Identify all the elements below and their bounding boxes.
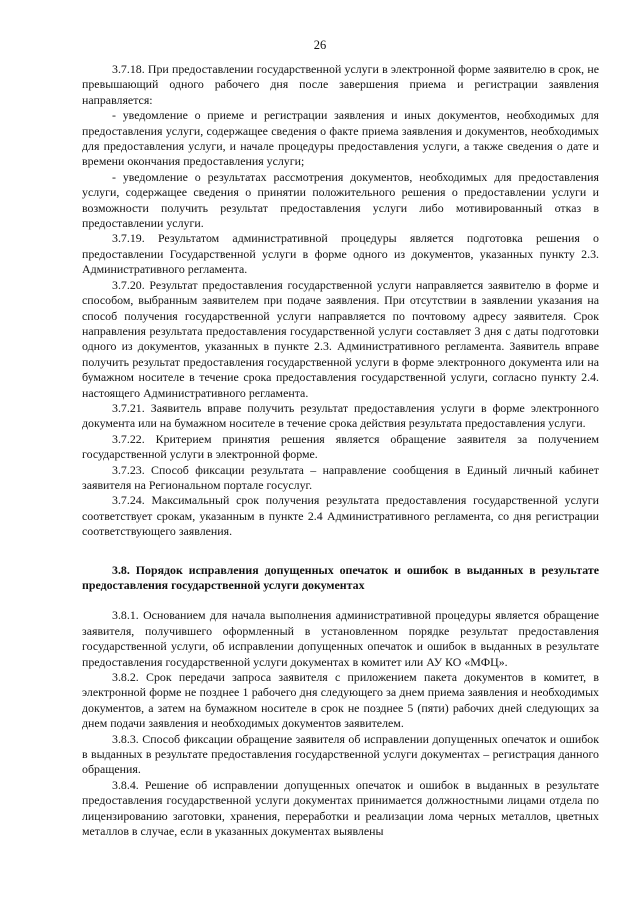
paragraph-3-7-20: 3.7.20. Результат предоставления государственной услуги направляется заявителю в форме и способом, выбранным заявителем при подаче заявления. При отсутствии в заявлении указания на способ получения государственной услуги направляется по почтовому адресу заявителя. Срок направления результата предоставления государственной услуги составляет 3 дня с даты подготовки одного из документов, указанных в пункте 2.3. Административного регламента. Заявитель вправе получить результат предоставления государственной услуги в форме электронного документа или на бумажном носителе в течение срока предоставления государственной услуги, согласно пункту 2.4. настоящего Административного регламента. — [82, 277, 599, 400]
paragraph-3-7-22: 3.7.22. Критерием принятия решения является обращение заявителя за получением государственной услуги в электронной форме. — [82, 431, 599, 462]
paragraph-3-8-3: 3.8.3. Способ фиксации обращение заявителя об исправлении допущенных опечаток и ошибок в выданных в результате предоставления государственной услуги документах – регистрация данного обращения. — [82, 731, 599, 777]
paragraph-3-8-2: 3.8.2. Срок передачи запроса заявителя с приложением пакета документов в комитет, в электронной форме не позднее 1 рабочего дня следующего за днем приема заявления и необходимых документов, а затем на бумажном носителе в срок не позднее 5 (пяти) рабочих дней следующих за днем подачи заявления и необходимых документов заявителем. — [82, 670, 599, 731]
paragraph-3-7-18: 3.7.18. При предоставлении государственной услуги в электронной форме заявителю в срок, не превышающий одного рабочего дня после завершения приема и регистрации заявления направляется: — [82, 62, 599, 107]
page-number: 26 — [313, 38, 327, 52]
paragraph-3-8-1: 3.8.1. Основанием для начала выполнения административной процедуры является обращение заявителя, получившего оформленный в установленном порядке результат предоставления государственной услуги, об исправлении допущенных опечаток и ошибок в выданных в результате предоставления государственной услуги документах в комитет или АУ КО «МФЦ». — [82, 608, 599, 669]
document-body — [82, 62, 599, 840]
list-item-notification-result: - уведомление о результатах рассмотрения документов, необходимых для предоставления услуги, содержащее сведения о принятии положительного решения о предоставлении услуги и возможности получить результат предоставления услуги либо мотивированный отказ в предоставлении услуги. — [82, 169, 599, 231]
paragraph-3-7-23: 3.7.23. Способ фиксации результата – направление сообщения в Единый личный кабинет заявителя на Региональном портале госуслуг. — [82, 462, 599, 492]
paragraph-3-8-4: 3.8.4. Решение об исправлении допущенных опечаток и ошибок в выданных в результате предоставления государственной услуги документах принимается должностными лицами отдела по лицензированию заготовки, хранения, переработки и реализации лома черных металлов, цветных металлов в случае, если в указанных документах выявлены — [82, 777, 599, 839]
paragraph-3-7-24: 3.7.24. Максимальный срок получения результата предоставления государственной услуги соответствует срокам, указанным в пункте 2.4 Административного регламента, со дня регистрации соответствующего заявления. — [82, 493, 599, 539]
paragraph-3-7-21: 3.7.21. Заявитель вправе получить результат предоставления услуги в форме электронного документа или на бумажном носителе в течение срока действия результата предоставления услуги. — [82, 400, 599, 431]
list-item-notification-receipt: - уведомление о приеме и регистрации заявления и иных документов, необходимых для предоставления услуги, содержащее сведения о факте приема заявления и документов, необходимых для предоставления услуги, и начале процедуры предоставления услуги, а также сведения о дате и времени окончания предоставления услуги; — [82, 108, 599, 169]
section-heading-3-8: 3.8. Порядок исправления допущенных опечаток и ошибок в выданных в результате предоставления государственной услуги документах — [82, 562, 599, 592]
paragraph-3-7-19: 3.7.19. Результатом административной процедуры является подготовка решения о предоставлении Государственной услуги в форме одного из документов, указанных пункту 2.3. Административного регламента. — [82, 231, 599, 277]
